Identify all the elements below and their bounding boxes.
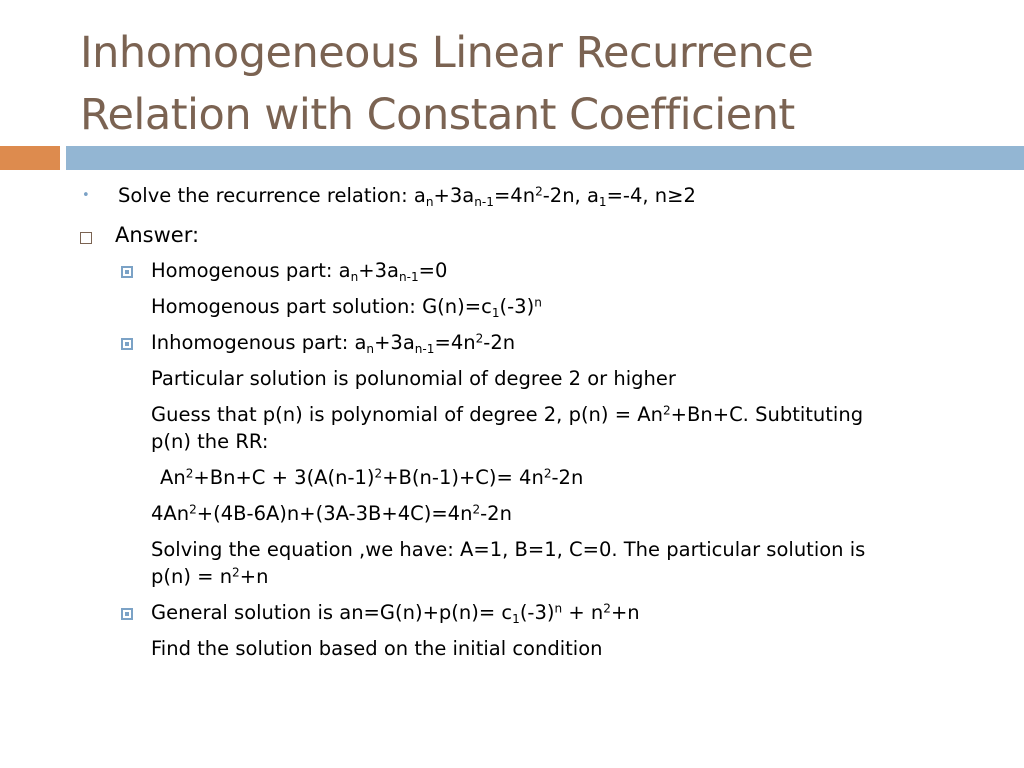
title-line-1: Inhomogeneous Linear Recurrence [80,28,814,78]
bullet-dot-icon: • [82,188,90,203]
filled-square-bullet-icon [121,338,133,350]
equation-2: $4An^2+(4B-6A)n+(3A-3B+4C)=4n^2-2n$ [151,502,512,525]
answer-label: Answer: [115,223,200,247]
guess-line-continued: p(n) the RR: [151,430,269,453]
filled-square-bullet-icon [121,608,133,620]
equation-1: $An^2+Bn+C + 3(A(n-1)^2+B(n-1)+C)= 4n^2-2n$ [160,466,584,489]
accent-band-orange [0,146,60,170]
accent-band-blue [66,146,1024,170]
filled-square-bullet-icon [121,266,133,278]
guess-line: Guess that p(n) is polynomial of degree 2, $p(n) = An^2+Bn+C$. Subtituting [151,403,864,426]
title-line-2: Relation with Constant Coefficient [80,90,795,140]
general-solution: General solution is $an=G(n)+p(n)= c_1(-3)^n + n^2+n$ [151,601,640,627]
homogenous-part: Homogenous part: $a_n+3a_{n-1}=0$ [151,259,448,285]
particular-solution-note: Particular solution is polunomial of degree 2 or higher [151,367,676,390]
square-bullet-icon [80,232,92,244]
solving-line-continued: $p(n) = n^2+n$ [151,565,269,588]
problem-statement: Solve the recurrence relation: $a_n+3a_{n-1}=4n^2-2n$, $a_1=-4$, n≥2 [118,184,696,210]
solving-line: Solving the equation ,we have: A=1, B=1, C=0. The particular solution is [151,538,866,561]
initial-condition-note: Find the solution based on the initial condition [151,637,603,660]
slide-title [80,22,980,146]
homogenous-solution: Homogenous part solution: $G(n)=c_1(-3)^n$ [151,295,542,321]
inhomogenous-part: Inhomogenous part: $a_n+3a_{n-1}=4n^2-2n$ [151,331,516,357]
